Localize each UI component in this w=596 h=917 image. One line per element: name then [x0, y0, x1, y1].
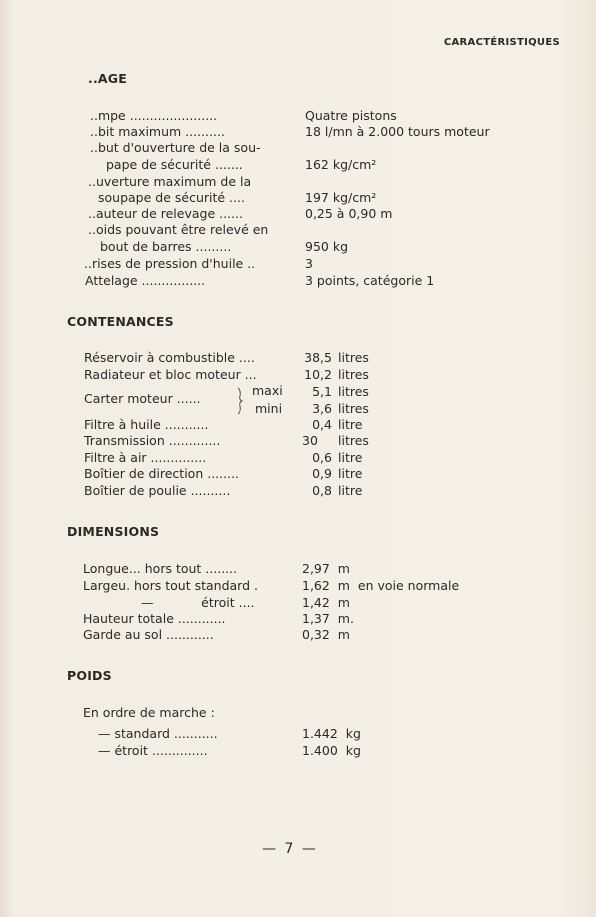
spec-label: ..but d'ouverture de la sou- — [90, 140, 261, 155]
spec-value: 197 kg/cm² — [305, 190, 377, 205]
dimension-value: 1,42 m — [302, 595, 350, 610]
weight-label: — étroit .............. — [98, 743, 208, 758]
capacity-unit: litres — [338, 350, 369, 365]
spec-value: 950 kg — [305, 239, 349, 254]
dimension-value: 1,62 m en voie normale — [302, 578, 460, 593]
capacity-unit: litres — [338, 433, 369, 448]
capacity-label: Filtre à air .............. — [84, 450, 207, 465]
capacity-value: 0,4 — [312, 417, 332, 432]
spec-label: ..mpe ...................... — [90, 108, 218, 123]
spec-label: soupape de sécurité .... — [98, 190, 245, 205]
spec-label: Attelage ................ — [85, 273, 206, 288]
weight-value: 1.442 kg — [302, 726, 361, 741]
page-number: — 7 — — [262, 841, 318, 857]
running-head: CARACTÉRISTIQUES — [443, 37, 560, 48]
capacity-value: 0,9 — [312, 466, 332, 481]
capacity-unit: litre — [338, 450, 363, 465]
brace-icon — [236, 386, 244, 416]
capacity-value: 5,1 — [312, 384, 332, 399]
capacity-value: 10,2 — [304, 367, 332, 382]
capacity-unit: litre — [338, 417, 363, 432]
capacity-label: Boîtier de direction ........ — [84, 466, 240, 481]
capacity-label: Carter moteur ...... — [84, 391, 201, 406]
spec-label: ..bit maximum .......... — [90, 124, 225, 139]
dimension-label: Largeu. hors tout standard . — [83, 578, 258, 593]
spec-value: 18 l/mn à 2.000 tours moteur — [305, 124, 490, 139]
spec-label: bout de barres ......... — [100, 239, 232, 254]
capacity-label: Radiateur et bloc moteur ... — [84, 367, 257, 382]
spec-value: 3 points, catégorie 1 — [305, 273, 435, 288]
weight-label: — standard ........... — [98, 726, 218, 741]
section-title-dimensions: DIMENSIONS — [67, 524, 160, 539]
capacity-value: 38,5 — [304, 350, 332, 365]
section-title-contenances: CONTENANCES — [67, 314, 174, 329]
capacity-value: 0,8 — [312, 483, 332, 498]
capacity-unit: litre — [338, 466, 363, 481]
weight-intro: En ordre de marche : — [83, 705, 215, 720]
capacity-unit: litres — [338, 401, 369, 416]
spec-label: ..uverture maximum de la — [88, 174, 252, 189]
weight-value: 1.400 kg — [302, 743, 361, 758]
capacity-value: 3,6 — [312, 401, 332, 416]
spec-value: Quatre pistons — [305, 108, 397, 123]
dimension-label: Hauteur totale ............ — [83, 611, 226, 626]
spec-value: 162 kg/cm² — [305, 157, 377, 172]
dimension-value: 0,32 m — [302, 627, 350, 642]
spec-label: ..oids pouvant être relevé en — [88, 222, 269, 237]
spec-label: pape de sécurité ....... — [106, 157, 243, 172]
spec-label: ..auteur de relevage ...... — [88, 206, 243, 221]
capacity-value: 0,6 — [312, 450, 332, 465]
capacity-sub-label: mini — [255, 401, 283, 416]
section-title-relevage: ..AGE — [88, 71, 127, 86]
spec-value: 0,25 à 0,90 m — [305, 206, 393, 221]
capacity-unit: litres — [338, 367, 369, 382]
capacity-unit: litre — [338, 483, 363, 498]
capacity-label: Boîtier de poulie .......... — [84, 483, 231, 498]
spec-value: 3 — [305, 256, 313, 271]
capacity-unit: litres — [338, 384, 369, 399]
capacity-sub-label: maxi — [252, 383, 283, 398]
capacity-label: Filtre à huile ........... — [84, 417, 209, 432]
capacity-label: Réservoir à combustible .... — [84, 350, 255, 365]
section-title-poids: POIDS — [67, 668, 112, 683]
dimension-label: — étroit .... — [141, 595, 255, 610]
dimension-label: Longue... hors tout ........ — [83, 561, 238, 576]
capacity-value: 30 — [302, 433, 318, 448]
dimension-label: Garde au sol ............ — [83, 627, 214, 642]
capacity-label: Transmission ............. — [84, 433, 221, 448]
spec-label: ..rises de pression d'huile .. — [84, 256, 256, 271]
dimension-value: 2,97 m — [302, 561, 350, 576]
dimension-value: 1,37 m. — [302, 611, 354, 626]
